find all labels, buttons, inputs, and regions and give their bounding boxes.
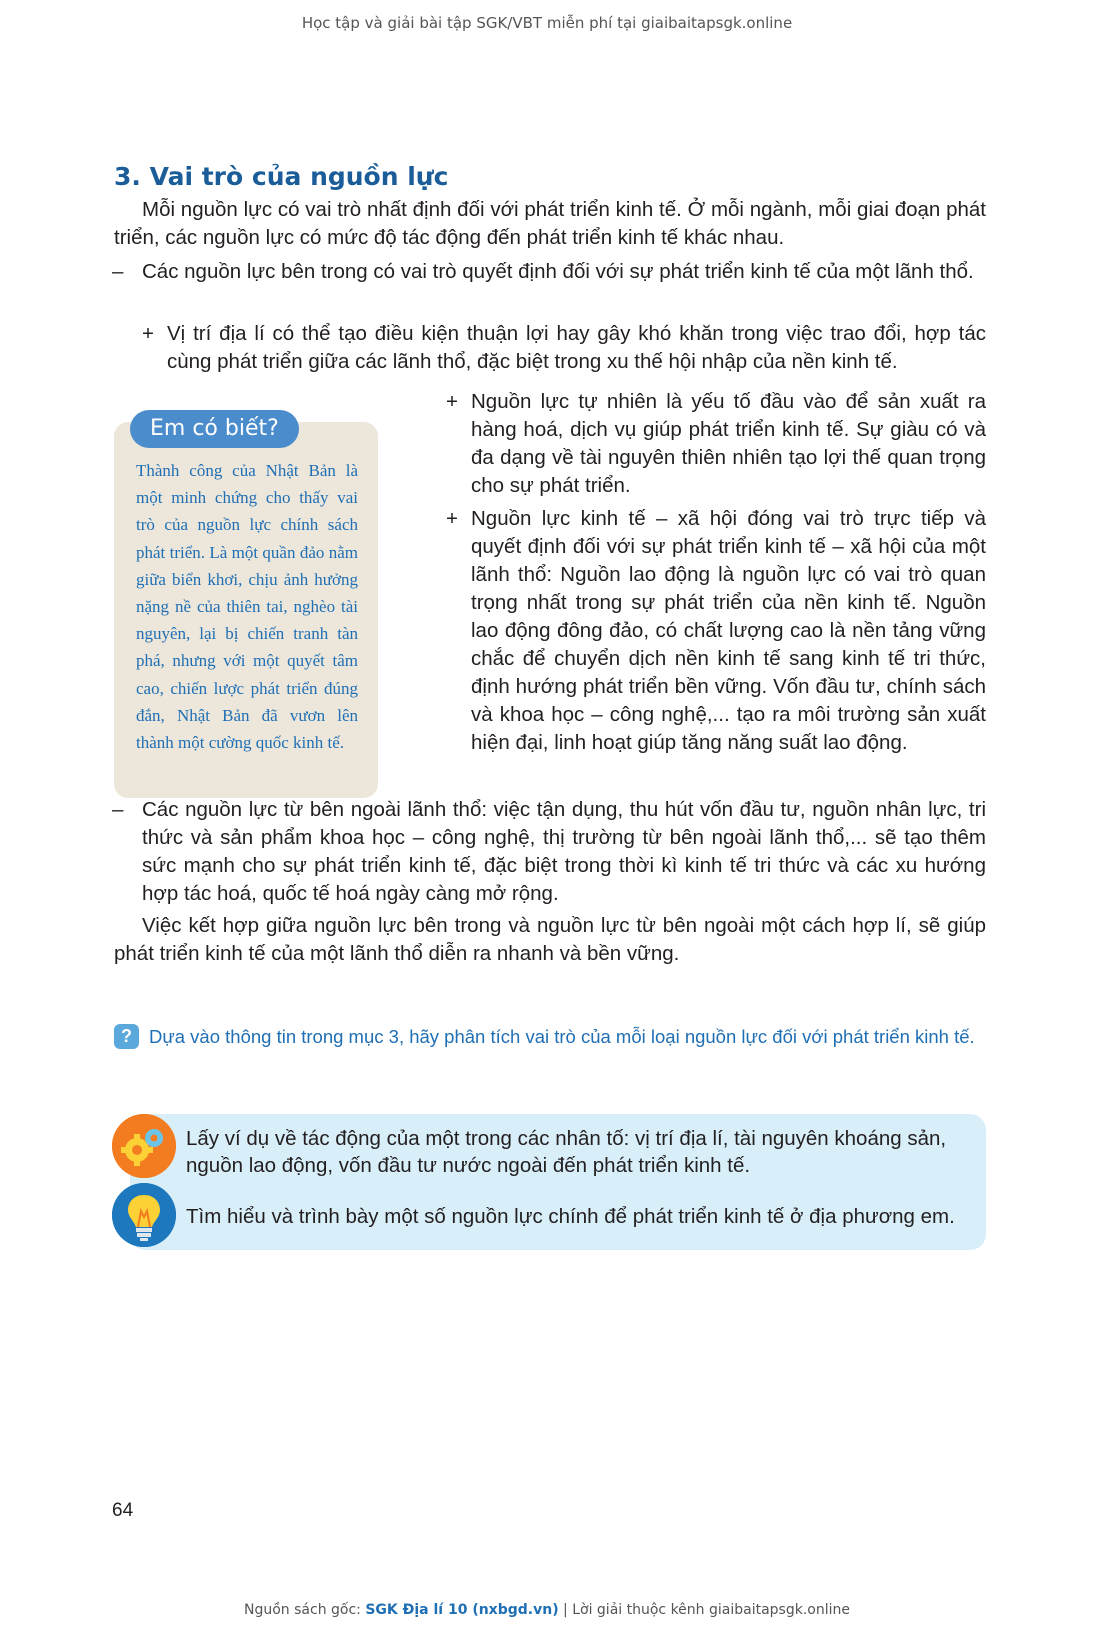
practice-activity-text: Lấy ví dụ về tác động của một trong các nhân tố: vị trí địa lí, tài nguyên khoáng sản, nguồn lao động, vốn đầu tư nước ngoài đến phát triển kinh tế. [186,1127,947,1177]
external-resources-text: Các nguồn lực từ bên ngoài lãnh thổ: việc tận dụng, thu hút vốn đầu tư, nguồn nhân lực, tri thức và sản phẩm khoa học – công nghệ, thị trường từ bên ngoài lãnh thổ,... sẽ tạo thêm sức mạnh cho sự phát triển kinh tế, đặc biệt trong thời kì kinh tế tri thức và các xu hướng hợp tác hoá, quốc tế hoá ngày càng mở rộng. [142,798,986,905]
gears-icon [112,1114,176,1178]
internal-resources-text: Các nguồn lực bên trong có vai trò quyết định đối với sự phát triển kinh tế của một lãnh thổ. [142,260,974,283]
conclusion-paragraph [114,912,986,968]
site-header-line: Học tập và giải bài tập SGK/VBT miễn phí tại giaibaitapsgk.online [301,14,793,32]
conclusion-text: Việc kết hợp giữa nguồn lực bên trong và nguồn lực từ bên ngoài một cách hợp lí, sẽ giúp phát triển kinh tế của một lãnh thổ diễn ra nhanh và bền vững. [114,914,986,965]
plus-marker: + [446,507,458,530]
question-block [114,1022,994,1052]
page-number: 64 [112,1500,134,1521]
intro-paragraph [114,196,986,252]
question-mark-icon: ? [114,1024,139,1049]
internal-resources-item [112,258,986,286]
intro-text: Mỗi nguồn lực có vai trò nhất định đối với phát triển kinh tế. Ở mỗi ngành, mỗi giai đoạn phát triển, các nguồn lực có mức độ tác động đến phát triển kinh tế khác nhau. [114,198,986,249]
did-you-know-title: Em có biết? [130,410,299,448]
light-bulb-icon [112,1183,176,1247]
location-text: Vị trí địa lí có thể tạo điều kiện thuận lợi hay gây khó khăn trong việc trao đổi, hợp tác cùng phát triển giữa các lãnh thổ, đặc biệt trong xu thế hội nhập của nền kinh tế. [167,322,986,373]
footer-credit: Lời giải thuộc kênh giaibaitapsgk.online [572,1602,850,1618]
apply-activity-text: Tìm hiểu và trình bày một số nguồn lực chính để phát triển kinh tế ở địa phương em. [186,1205,955,1228]
section-title: 3. Vai trò của nguồn lực [114,162,449,191]
natural-resources-text: Nguồn lực tự nhiên là yếu tố đầu vào để sản xuất ra hàng hoá, dịch vụ giúp phát triển kinh tế. Sự giàu có và đa dạng về tài nguyên thiên nhiên tạo lợi thế quan trọng cho sự phát triển. [471,390,986,497]
source-footer [0,1602,1094,1618]
footer-prefix: Nguồn sách gốc: [244,1602,366,1618]
location-item [142,320,986,376]
plus-marker: + [142,322,154,345]
natural-resources-item [446,388,986,500]
dash-marker: – [112,798,124,821]
socio-economic-item [446,505,986,757]
footer-separator: | [558,1602,573,1618]
did-you-know-text: Thành công của Nhật Bản là một minh chứng cho thấy vai trò của nguồn lực chính sách phát triển. Là một quần đảo nằm giữa biển khơi, chịu ảnh hưởng nặng nề của thiên tai, nghèo tài nguyên, lại bị chiến tranh tàn phá, nhưng với một quyết tâm cao, chiến lược phát triển đúng đắn, Nhật Bản đã vươn lên thành một cường quốc kinh tế. [136,461,358,753]
question-text: Dựa vào thông tin trong mục 3, hãy phân tích vai trò của mỗi loại nguồn lực đối với phát triển kinh tế. [149,1026,975,1047]
plus-marker: + [446,390,458,413]
socio-economic-text: Nguồn lực kinh tế – xã hội đóng vai trò trực tiếp và quyết định đối với sự phát triển kinh tế – xã hội của một lãnh thổ: Nguồn lao động là nguồn lực có vai trò quan trọng nhất trong sự phát triển của nền kinh tế. Nguồn lao động đông đảo, có chất lượng cao là nền tảng vững chắc để chuyển dịch nền kinh tế sang kinh tế tri thức, định hướng phát triển bền vững. Vốn đầu tư, chính sách và khoa học – công nghệ,... tạo ra môi trường sản xuất hiện đại, linh hoạt giúp tăng năng suất lao động. [471,507,986,754]
dash-marker: – [112,260,124,283]
footer-book-link[interactable]: SGK Địa lí 10 (nxbgd.vn) [365,1602,559,1618]
external-resources-item [112,796,986,908]
